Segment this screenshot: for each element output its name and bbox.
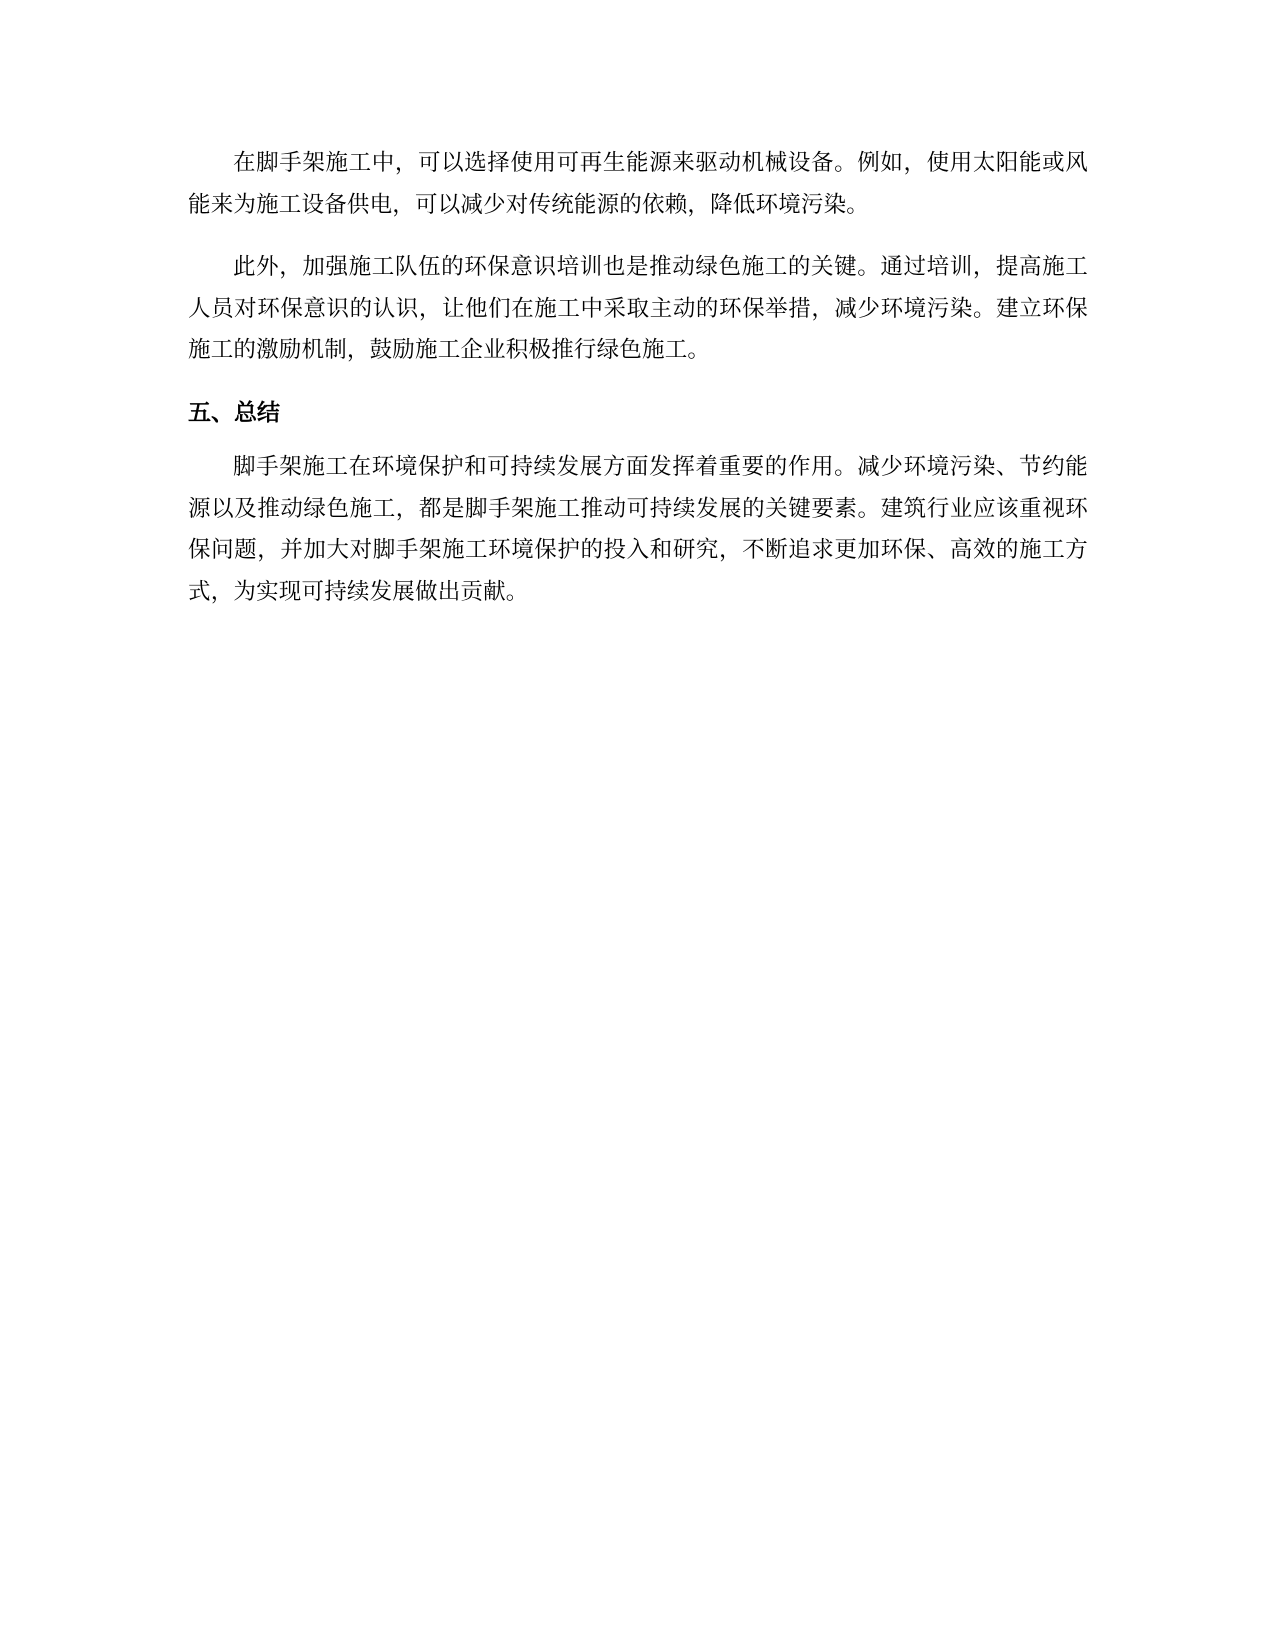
paragraph-environmental-training: 此外，加强施工队伍的环保意识培训也是推动绿色施工的关键。通过培训，提高施工人员对环保意识的认识，让他们在施工中采取主动的环保举措，减少环境污染。建立环保施工的激励机制，鼓励施工企业积极推行绿色施工。 xyxy=(188,254,1088,364)
section-heading-summary: 五、总结 xyxy=(188,399,280,426)
paragraph-renewable-energy: 在脚手架施工中，可以选择使用可再生能源来驱动机械设备。例如，使用太阳能或风能来为施工设备供电，可以减少对传统能源的依赖，降低环境污染。 xyxy=(188,150,1088,218)
paragraph-summary: 脚手架施工在环境保护和可持续发展方面发挥着重要的作用。减少环境污染、节约能源以及推动绿色施工，都是脚手架施工推动可持续发展的关键要素。建筑行业应该重视环保问题，并加大对脚手架施工环境保护的投入和研究，不断追求更加环保、高效的施工方式，为实现可持续发展做出贡献。 xyxy=(188,453,1088,605)
page-content xyxy=(188,143,1088,634)
